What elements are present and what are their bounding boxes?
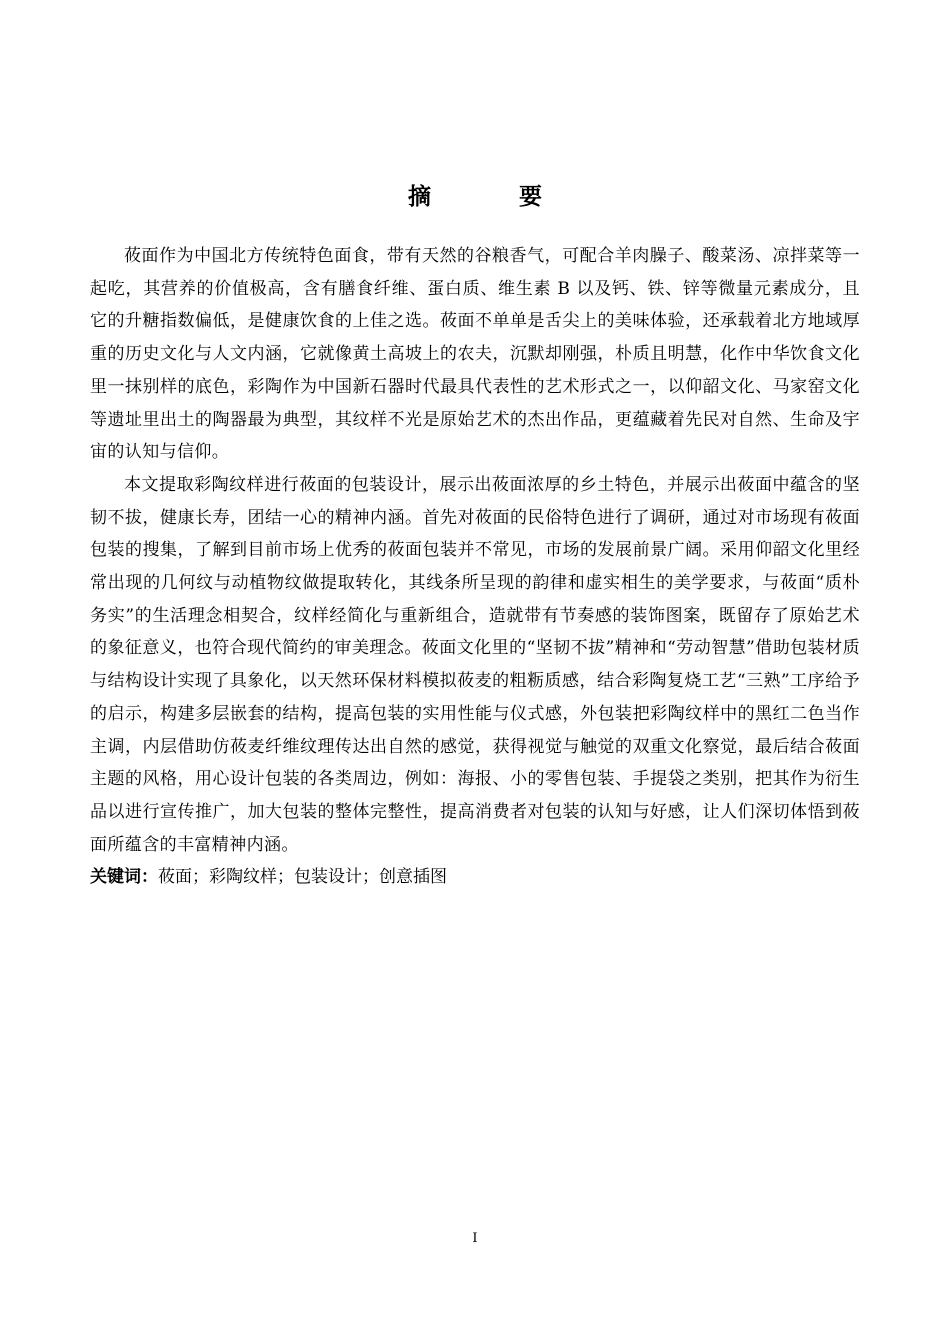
keywords-value: 莜面；彩陶纹样；包装设计；创意插图 xyxy=(158,867,447,888)
page-number: I xyxy=(472,1231,478,1246)
abstract-paragraph-2: 本文提取彩陶纹样进行莜面的包装设计，展示出莜面浓厚的乡土特色，并展示出莜面中蕴含的坚韧不拔，健康长寿，团结一心的精神内涵。首先对莜面的民俗特色进行了调研，通过对市场现有莜面包装的搜集，了解到目前市场上优秀的莜面包装并不常见，市场的发展前景广阔。采用仰韶文化里经常出现的几何纹与动植物纹做提取转化，其线条所呈现的韵律和虚实相生的美学要求，与莜面“质朴务实”的生活理念相契合，纹样经简化与重新组合，造就带有节奏感的装饰图案，既留存了原始艺术的象征意义，也符合现代简约的审美理念。莜面文化里的“坚韧不拔”精神和“劳动智慧”借助包装材质与结构设计实现了具象化，以天然环保材料模拟莜麦的粗粝质感，结合彩陶复烧工艺“三熟”工序给予的启示，构建多层嵌套的结构，提高包装的实用性能与仪式感，外包装把彩陶纹样中的黑红二色当作主调，内层借助仿莜麦纤维纹理传达出自然的感觉，获得视觉与触觉的双重文化察觉，最后结合莜面主题的风格，用心设计包装的各类周边，例如：海报、小的零售包装、手提袋之类别，把其作为衍生品以进行宣传推广，加大包装的整体完整性，提高消费者对包装的认知与好感，让人们深切体悟到莜面所蕴含的丰富精神内涵。 xyxy=(90,474,860,855)
abstract-paragraph-1: 莜面作为中国北方传统特色面食，带有天然的谷粮香气，可配合羊肉臊子、酸菜汤、凉拌菜等一起吃，其营养的价值极高，含有膳食纤维、蛋白质、维生素 B 以及钙、铁、锌等微量元素成分，且它的升糖指数偏低，是健康饮食的上佳之选。莜面不单单是舌尖上的美味体验，还承载着北方地域厚重的历史文化与人文内涵，它就像黄土高坡上的农夫，沉默却刚强，朴质且明慧，化作中华饮食文化里一抹别样的底色，彩陶作为中国新石器时代最具代表性的艺术形式之一，以仰韶文化、马家窑文化等遗址里出土的陶器最为典型，其纹样不光是原始艺术的杰出作品，更蕴藏着先民对自然、生命及宇宙的认知与信仰。 xyxy=(90,246,860,463)
abstract-body xyxy=(90,240,860,894)
keywords-line xyxy=(90,861,860,894)
keywords-label: 关键词： xyxy=(90,867,158,888)
abstract-title: 摘 要 xyxy=(407,184,582,210)
